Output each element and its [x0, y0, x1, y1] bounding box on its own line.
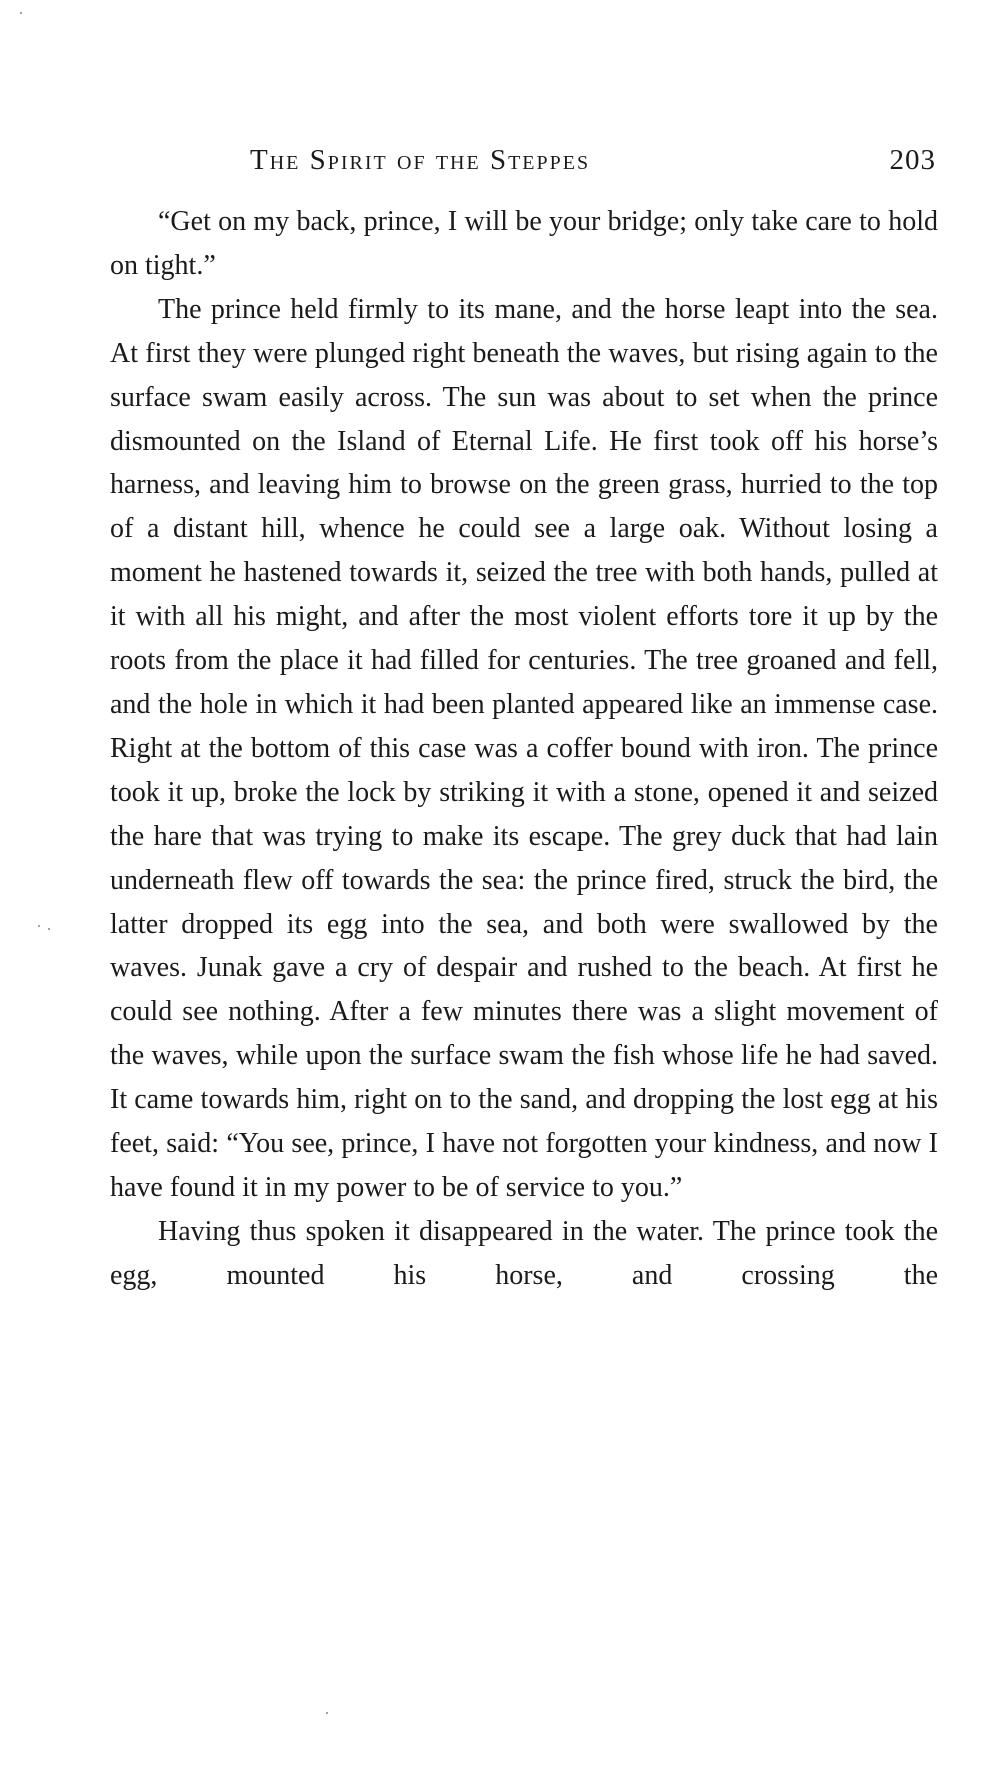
- paragraph-2: The prince held firmly to its mane, and the horse leapt into the sea. At first they were plunged right beneath the waves, but rising again to the surface swam easily across. The sun was about to set when the prince dismounted on the Island of Eternal Life. He first took off his horse’s harness, and leaving him to browse on the green grass, hurried to the top of a distant hill, whence he could see a large oak. Without losing a moment he hastened towards it, seized the tree with both hands, pulled at it with all his might, and after the most violent efforts tore it up by the roots from the place it had filled for centuries. The tree groaned and fell, and the hole in which it had been planted appeared like an immense case. Right at the bottom of this case was a coffer bound with iron. The prince took it up, broke the lock by striking it with a stone, opened it and seized the hare that was trying to make its escape. The grey duck that had lain underneath flew off towards the sea: the prince fired, struck the bird, the latter dropped its egg into the sea, and both were swallowed by the waves. Junak gave a cry of despair and rushed to the beach. At first he could see nothing. After a few minutes there was a slight movement of the waves, while upon the surface swam the fish whose life he had saved. It came towards him, right on to the sand, and dropping the lost egg at his feet, said: “You see, prince, I have not forgotten your kindness, and now I have found it in my power to be of service to you.”: [110, 293, 938, 1203]
- running-title: The Spirit of the Steppes: [250, 144, 591, 176]
- body-text: [110, 200, 938, 1298]
- margin-speck: [48, 928, 50, 930]
- paragraph-1: “Get on my back, prince, I will be your bridge; only take care to hold on tight.”: [110, 206, 938, 281]
- margin-speck: [326, 1712, 328, 1714]
- margin-speck: [20, 12, 22, 14]
- running-head: [110, 144, 940, 184]
- margin-speck: [38, 925, 40, 927]
- page-number: 203: [889, 144, 936, 176]
- paragraph-3: Having thus spoken it disappeared in the water. The prince took the egg, mounted his horse, and crossing the: [110, 1215, 938, 1291]
